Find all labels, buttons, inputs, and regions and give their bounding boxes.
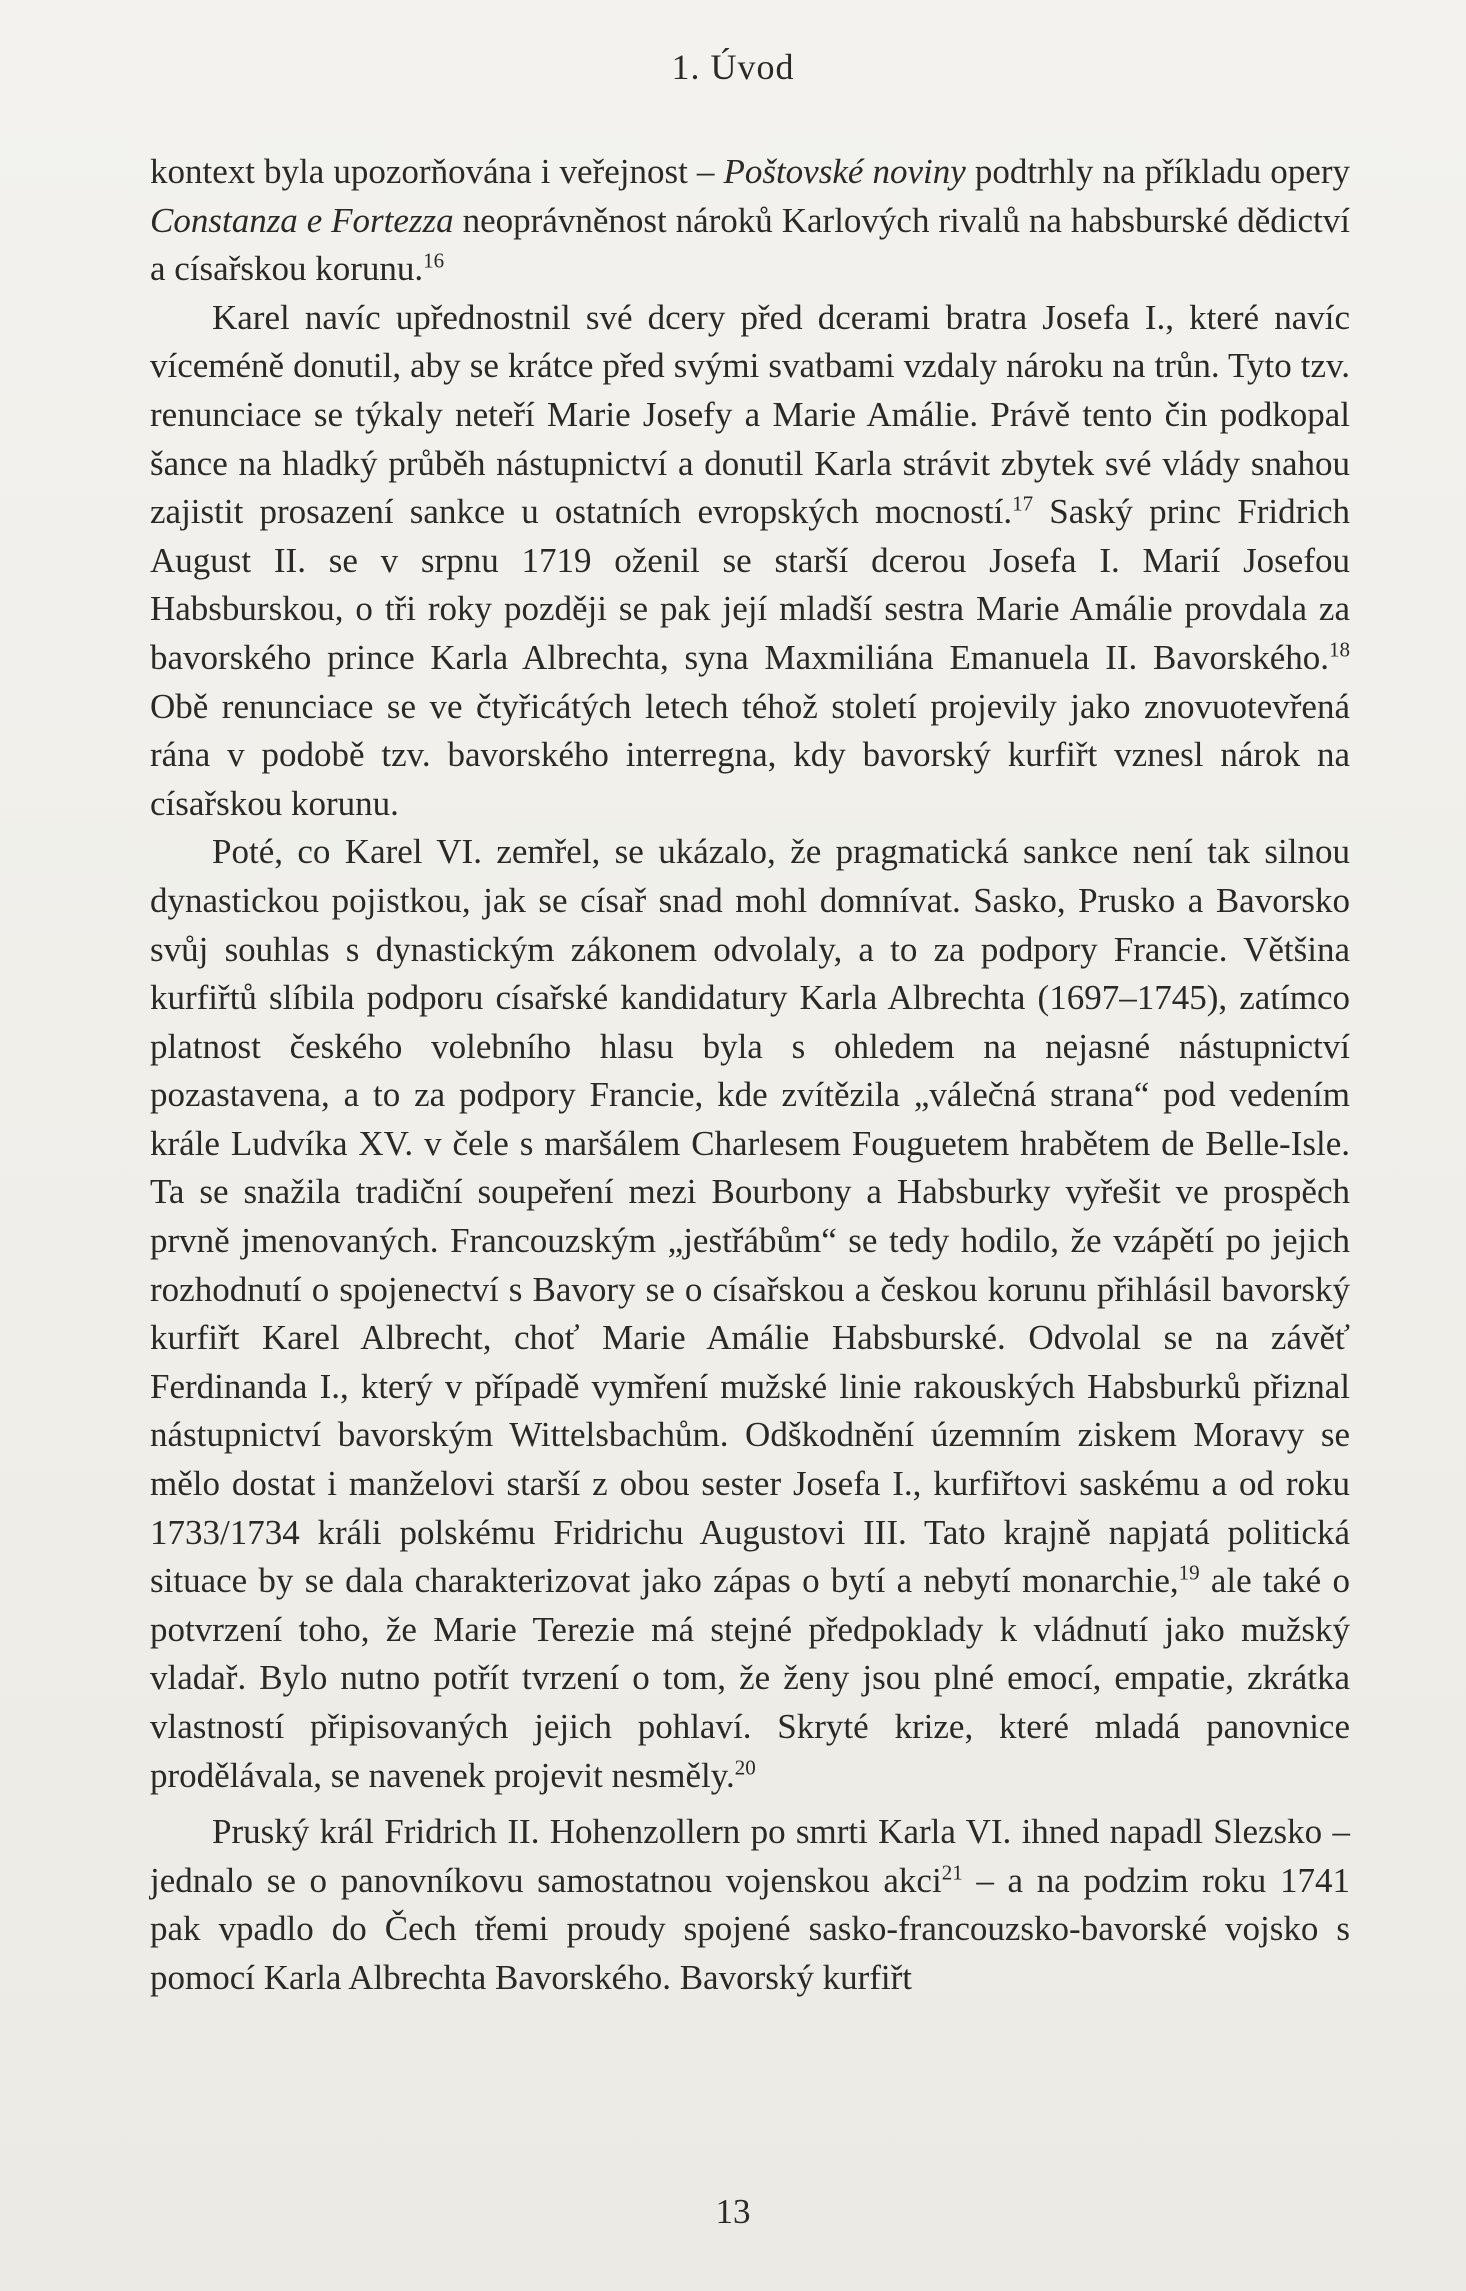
footnote-ref: 18 [1329,637,1350,662]
footnote-ref: 21 [941,1860,963,1885]
text-run: neoprávněnost nároků Karlových rivalů na habsburské dědictví a císařskou korunu. [150,200,1350,289]
paragraph-4 [150,1808,1350,2002]
text-run: Pruský král Fridrich II. Hohenzollern po smrti Karla VI. ihned napadl Slezsko – jednalo se o panovníkovu samostatnou vojenskou akci [150,1812,1350,1900]
italic-title: Constanza e Fortezza [150,200,454,240]
page-number: 13 [715,2192,751,2231]
text-run: ale také o potvrzení toho, že Marie Terezie má stejné předpoklady k vládnutí jako mužský vladař. Bylo nutno potřít tvrzení o tom, že ženy jsou plné emocí, empatie, zkrátka vlastností připisovaných jejich pohlaví. Skryté krize, které mladá panovnice prodělávala, se navenek projevit nesměly. [150,1561,1350,1795]
paragraph-3 [150,828,1350,1800]
text-run: Poté, co Karel VI. zemřel, se ukázalo, že pragmatická sankce není tak silnou dynastickou pojistkou, jak se císař snad mohl domnívat. Sasko, Prusko a Bavorsko svůj souhlas s dynastickým zákonem odvolaly, a to za podpory Francie. Většina kurfiřtů slíbila podporu císařské kandidatury Karla Albrechta (1697–1745), zatímco platnost českého volebního hlasu byla s ohledem na nejasné nástupnictví pozastavena, a to za podpory Francie, kde zvítězila „válečná strana“ pod vedením krále Ludvíka XV. v čele s maršálem Charlesem Fouguetem hrabětem de Belle-Isle. Ta se snažila tradiční soupeření mezi Bourbony a Habsburky vyřešit ve prospěch prvně jmenovaných. Francouzským „jestřábům“ se tedy hodilo, že vzápětí po jejich rozhodnutí o spojenectví s Bavory se o císařskou a českou korunu přihlásil bavorský kurfiřt Karel Albrecht, choť Marie Amálie Habsburské. Odvolal se na závěť Ferdinanda I., který v případě vymření mužské linie rakouských Habsburků přiznal nástupnictví bavorským Wittelsbachům. Odškodnění územním ziskem Moravy se mělo dostat i manželovi starší z obou sester Josefa I., kurfiřtovi saskému a od roku 1733/1734 králi polskému Fridrichu Augustovi III. Tato krajně napjatá politická situace by se dala charakterizovat jako zápas o bytí a nebytí monarchie, [150,832,1350,1601]
text-run: podtrhly na příkladu opery [965,152,1350,191]
running-head: 1. Úvod [671,47,795,87]
footnote-ref: 17 [1012,491,1034,516]
text-run: Karel navíc upřednostnil své dcery před dcerami bratra Josefa I., které navíc víceméně donutil, aby se krátce před svými svatbami vzdaly nároku na trůn. Tyto tzv. renunciace se týkaly neteří Marie Josefy a Marie Amálie. Právě tento čin podkopal šance na hladký průběh nástupnictví a donutil Karla strávit zbytek své vlády snahou zajistit prosazení sankce u ostatních evropských mocností. [150,297,1350,532]
footnote-ref: 19 [1178,1560,1200,1585]
paragraph-1 [150,148,1350,294]
text-run: – a na podzim roku 1741 pak vpadlo do Čech třemi proudy spojené sasko-francouzsko-bavorské vojsko s pomocí Karla Albrechta Bavorského. Bavorský kurfiřt [150,1860,1350,1997]
text-run: kontext byla upozorňována i veřejnost – [150,152,724,191]
footnote-ref: 16 [423,248,445,273]
body-text [150,148,1350,2003]
footnote-ref: 20 [734,1754,756,1779]
paragraph-2 [150,294,1350,829]
italic-title: Poštovské noviny [723,152,966,191]
text-run: Obě renunciace se ve čtyřicátých letech téhož století projevily jako znovuotevřená rána v podobě tzv. bavorského interregna, kdy bavorský kurfiřt vznesl nárok na císařskou korunu. [150,686,1350,823]
text-run: Saský princ Fridrich August II. se v srpnu 1719 oženil se starší dcerou Josefa I. Marií Josefou Habsburskou, o tři roky později se pak její mladší sestra Marie Amálie provdala za bavorského prince Karla Albrechta, syna Maxmiliána Emanuela II. Bavorského. [150,492,1350,677]
